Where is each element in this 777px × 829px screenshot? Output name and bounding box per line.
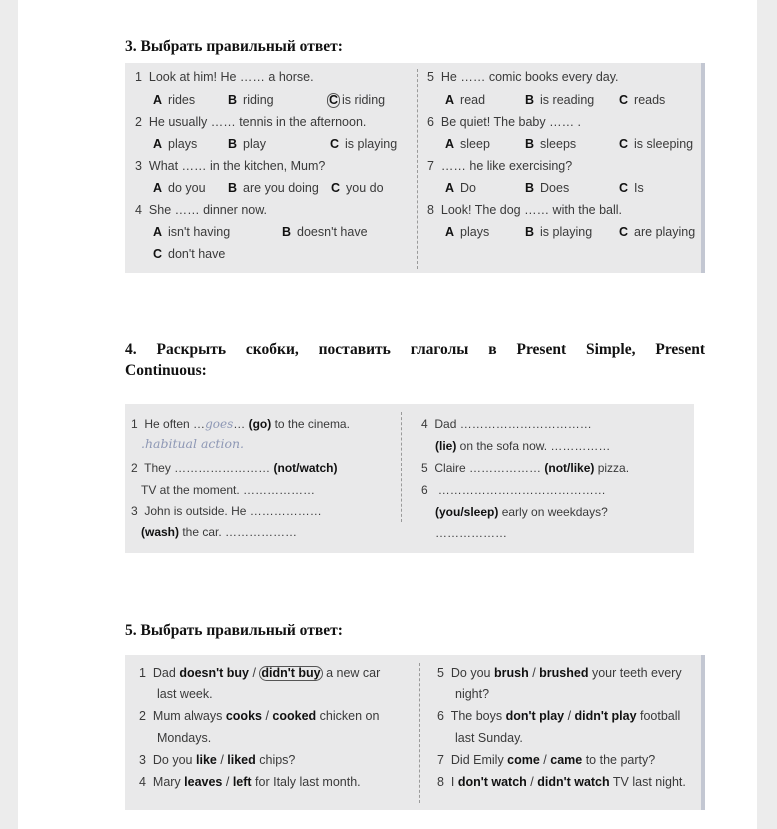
ex3-item-3-option-a[interactable]: A do you — [153, 181, 206, 195]
ex3-item-1-option-c-circled[interactable]: C is riding — [329, 93, 386, 107]
ex3-item-4: 4 She …… dinner now. — [135, 203, 268, 217]
ex5-item-1-circled-answer[interactable]: didn't buy — [261, 666, 321, 680]
ex3-item-8-option-b[interactable]: B is playing — [525, 225, 593, 239]
ex4-item-2-line2: TV at the moment. ……………… — [141, 483, 316, 497]
ex4-item-4-line2: (lie) on the sofa now. …………… — [435, 439, 611, 453]
ex3-item-2-option-b[interactable]: B play — [228, 137, 266, 151]
ex3-item-6-option-a[interactable]: A sleep — [445, 137, 490, 151]
ex5-item-2-line2: Mondays. — [157, 731, 212, 745]
ex3-item-6-option-b[interactable]: B sleeps — [525, 137, 577, 151]
exercise-3-box — [125, 63, 705, 273]
ex3-item-1-option-a[interactable]: A rides — [153, 93, 196, 107]
ex3-item-2-option-a[interactable]: A plays — [153, 137, 198, 151]
exercise-4-title-line1: 4. Раскрыть скобки, поставить глаголы в Present Simple, Present — [125, 341, 705, 358]
ex5-item-4: 4 Mary leaves / left for Italy last month. — [139, 775, 361, 789]
ex4-item-6: 6 …………………………………… — [421, 483, 606, 497]
exercise-5-title: 5. Выбрать правильный ответ: — [125, 622, 343, 639]
ex3-item-8: 8 Look! The dog …… with the ball. — [427, 203, 623, 217]
ex5-item-6: 6 The boys don't play / didn't play football — [437, 709, 681, 723]
ex4-item-3: 3 John is outside. He ……………… — [131, 504, 322, 518]
ex5-item-7: 7 Did Emily come / came to the party? — [437, 753, 656, 767]
exercise-5-box — [125, 655, 705, 810]
ex3-item-1: 1 Look at him! He …… a horse. — [135, 70, 314, 84]
exercise-4-title-line2: Continuous: — [125, 362, 207, 379]
ex3-item-3-option-c[interactable]: C you do — [331, 181, 384, 195]
ex4-item-5: 5 Claire ……………… (not/like) pizza. — [421, 461, 630, 475]
ex3-item-8-option-a[interactable]: A plays — [445, 225, 490, 239]
exercise-4-box — [125, 404, 694, 553]
ex4-item-3-line2: (wash) the car. ……………… — [141, 525, 298, 539]
ex3-item-3-option-b[interactable]: B are you doing — [228, 181, 319, 195]
ex3-item-2: 2 He usually …… tennis in the afternoon. — [135, 115, 367, 129]
ex4-item-4: 4 Dad …………………………… — [421, 417, 592, 431]
ex3-item-3: 3 What …… in the kitchen, Mum? — [135, 159, 326, 173]
ex3-item-6: 6 Be quiet! The baby …… . — [427, 115, 582, 129]
exercise-3-title: 3. Выбрать правильный ответ: — [125, 38, 343, 55]
ex4-item-6-line2: (you/sleep) early on weekdays? — [435, 505, 608, 519]
ex3-item-7-option-c[interactable]: C Is — [619, 181, 644, 195]
ex5-item-1: 1 Dad doesn't buy / didn't buy a new car — [139, 666, 381, 680]
ex3-item-5: 5 He …… comic books every day. — [427, 70, 619, 84]
ex3-item-8-option-c[interactable]: C are playing — [619, 225, 696, 239]
ex3-item-4-option-c[interactable]: C don't have — [153, 247, 226, 261]
ex5-item-1-line2: last week. — [157, 687, 213, 701]
ex4-item-2: 2 They …………………… (not/watch) — [131, 461, 338, 475]
ex3-item-7-option-b[interactable]: B Does — [525, 181, 570, 195]
ex3-item-4-option-b[interactable]: B doesn't have — [282, 225, 368, 239]
ex3-item-4-option-a[interactable]: A isn't having — [153, 225, 231, 239]
ex3-item-5-option-b[interactable]: B is reading — [525, 93, 595, 107]
ex3-item-5-option-a[interactable]: A read — [445, 93, 486, 107]
ex5-item-8: 8 I don't watch / didn't watch TV last night. — [437, 775, 686, 789]
document-page — [18, 0, 757, 829]
ex3-item-2-option-c[interactable]: C is playing — [330, 137, 398, 151]
ex3-item-5-option-c[interactable]: C reads — [619, 93, 666, 107]
ex4-item-1-handwritten-note: .habitual action. — [141, 436, 244, 451]
ex5-item-2: 2 Mum always cooks / cooked chicken on — [139, 709, 380, 723]
ex5-item-6-line2: last Sunday. — [455, 731, 523, 745]
ex5-item-3: 3 Do you like / liked chips? — [139, 753, 296, 767]
ex5-item-5-line2: night? — [455, 687, 490, 701]
ex3-item-7: 7 …… he like exercising? — [427, 159, 573, 173]
ex3-item-7-option-a[interactable]: A Do — [445, 181, 477, 195]
ex4-item-1: 1 He often …goes… (go) to the cinema. — [131, 417, 350, 431]
ex3-item-1-option-b[interactable]: B riding — [228, 93, 274, 107]
ex4-item-6-line3: ……………… — [435, 526, 507, 540]
ex5-item-5: 5 Do you brush / brushed your teeth every — [437, 666, 682, 680]
ex3-item-6-option-c[interactable]: C is sleeping — [619, 137, 694, 151]
ex4-item-1-handwritten-answer: goes — [205, 417, 234, 431]
